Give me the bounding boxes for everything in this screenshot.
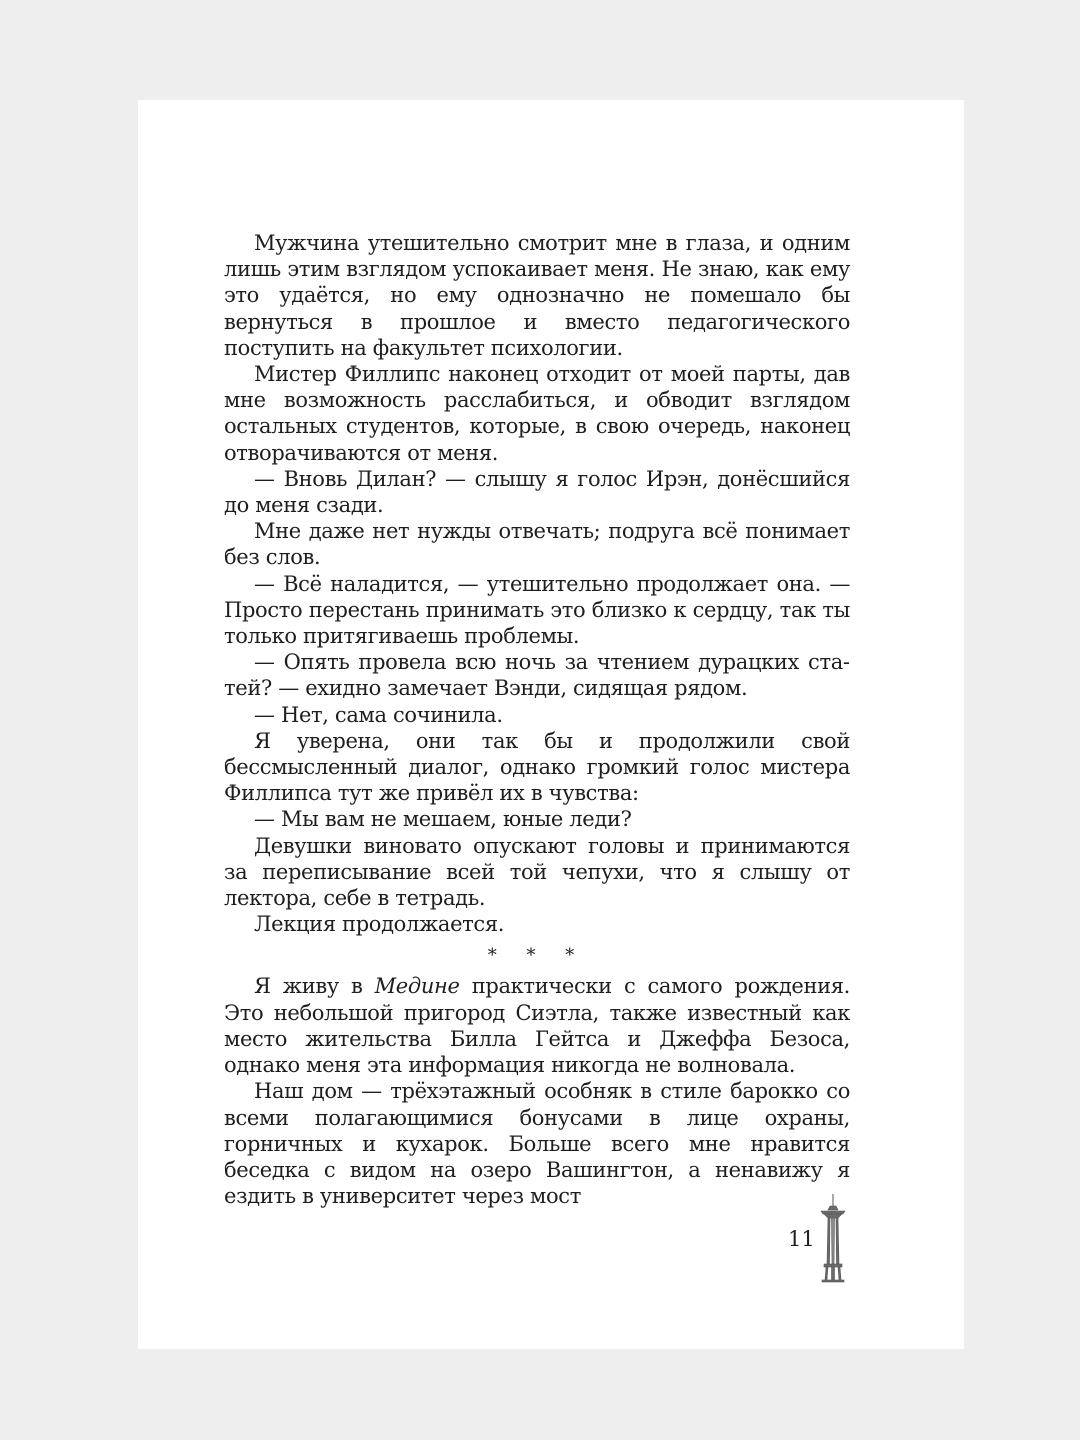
paragraph-1: Мужчина утешительно смотрит мне в глаза, и одним лишь этим взглядом успокаивает меня. Не знаю, как ему это удаётся, но ему однозначно не помешало бы вернуться в прошлое и вместо педагогического поступить на факультет психологии.: [224, 231, 850, 360]
paragraph-11: Лекция продолжается.: [254, 912, 505, 937]
paragraph-8: Я уверена, они так бы и продолжили свой бессмысленный диалог, однако громкий голос мистера Филлипса тут же привёл их в чувства:: [224, 728, 850, 806]
paragraph-10: Девушки виновато опускают головы и принимаются за переписывание всей той чепухи, что я слышу от лектора, себе в тетрадь.: [224, 833, 850, 911]
page-number: 11: [788, 1227, 815, 1251]
paragraph-12-start: Я живу в: [254, 974, 375, 999]
paragraph-2: Мистер Филлипс наконец отходит от моей парты, дав мне возможность расслабиться, и обводит взглядом остальных студентов, которые, в свою очередь, наконец отворачиваются от меня.: [224, 362, 850, 465]
section-separator: * * *: [487, 945, 587, 967]
paragraph-12-end: практически с самого рождения. Это небольшой пригород Сиэтла, также известный как место жительства Билла Гейтса и Джеффа Безоса, однако меня эта информация никогда не волновала.: [224, 974, 851, 1078]
paragraph-4: Мне даже нет нужды отвечать; подруга всё понимает без слов.: [224, 519, 850, 570]
book-page: [138, 100, 964, 1349]
paragraph-7: — Нет, сама сочинила.: [254, 702, 503, 727]
paragraph-6: — Опять провела всю ночь за чтением дурацких статей? — ехидно замечает Вэнди, сидящая рядом.: [224, 650, 850, 701]
paragraph-9: — Мы вам не мешаем, юные леди?: [254, 807, 632, 832]
paragraph-13: Наш дом — трёхэтажный особняк в стиле барокко со всеми полагающимися бонусами в лице охраны, горничных и кухарок. Больше всего мне нравится беседка с видом на озеро Вашингтон, а ненавижу я ездить в университет через мост: [224, 1079, 850, 1209]
place-name-italic: Медине: [374, 974, 460, 999]
space-needle-icon: [818, 1194, 848, 1284]
paragraph-3: — Вновь Дилан? — слышу я голос Ирэн, донёсшийся до меня сзади.: [224, 466, 850, 518]
body-text: [224, 230, 850, 1209]
paragraph-5: — Всё наладится, — утешительно продолжает она. — Просто перестань принимать это близко к сердцу, так ты только притягиваешь проблемы.: [224, 571, 850, 649]
paragraph-12: [224, 973, 850, 1078]
